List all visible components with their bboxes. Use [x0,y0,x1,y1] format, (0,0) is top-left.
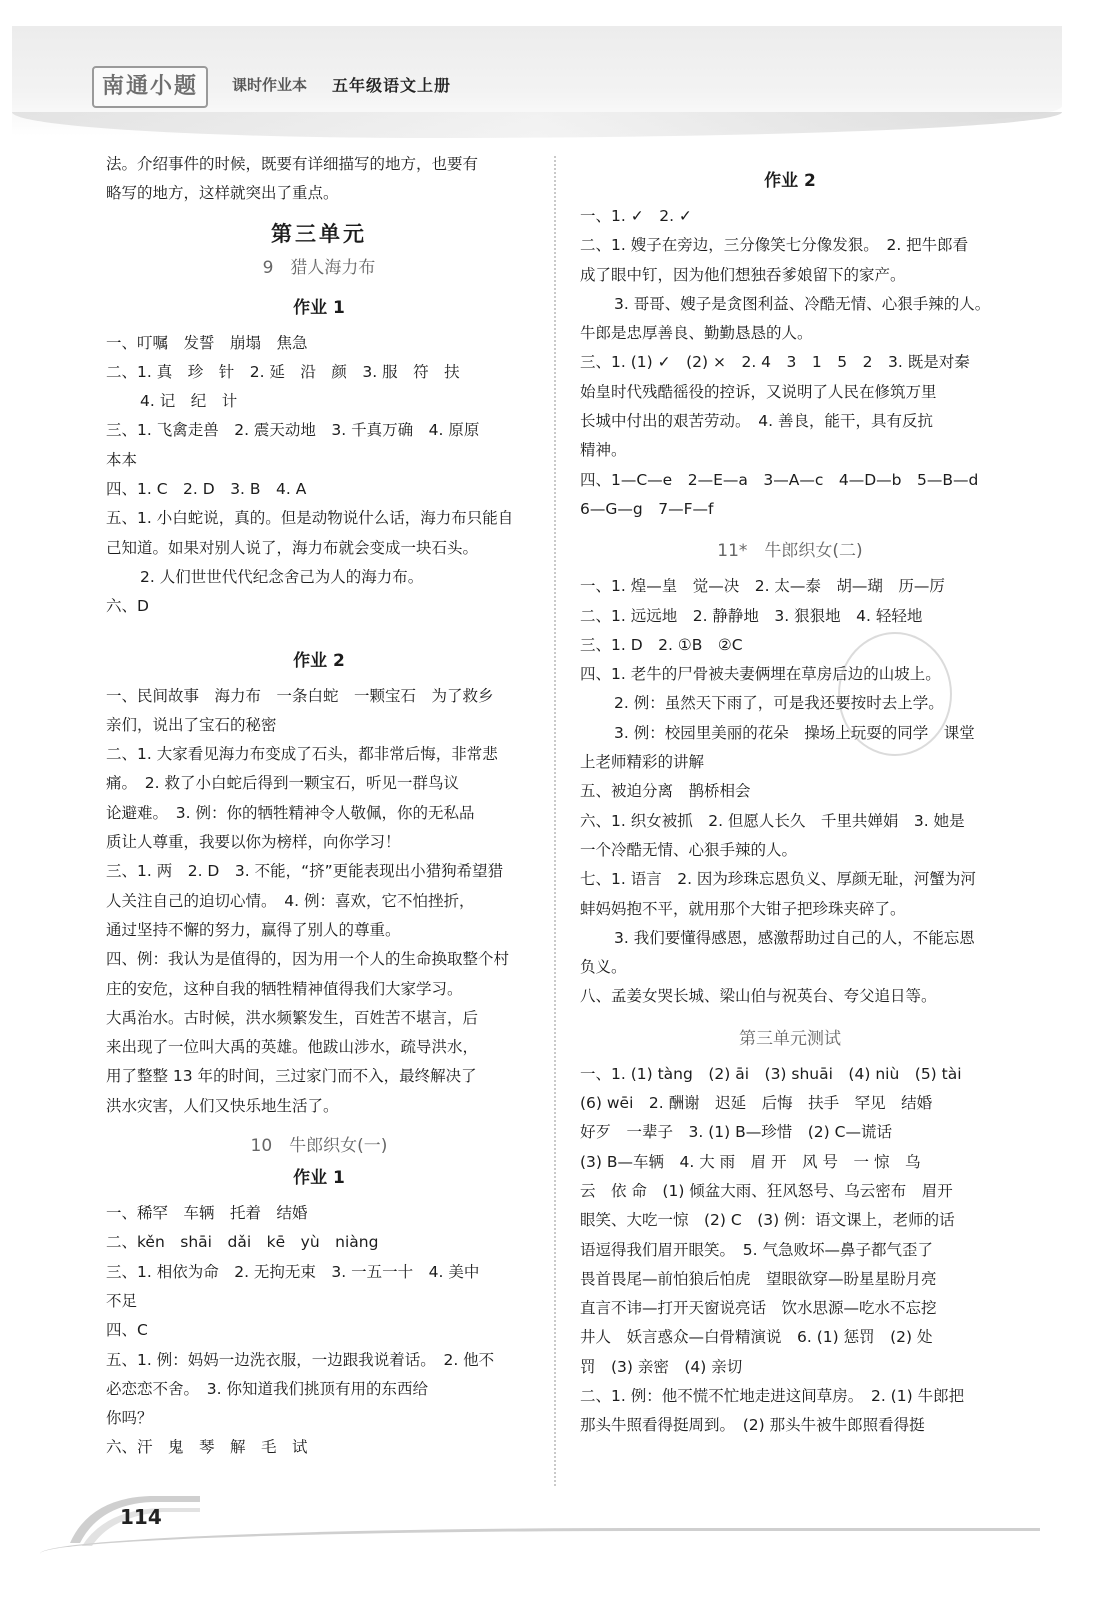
answer-line: 2. 人们世世代代纪念舍己为人的海力布。 [140,567,424,586]
answer-line: 上老师精彩的讲解 [580,753,705,772]
answer-line: 五、被迫分离 鹊桥相会 [580,782,751,801]
answer-line: 3. 哥哥、嫂子是贪图利益、冷酷无情、心狠手辣的人。 [614,294,991,313]
answer-line: 洪水灾害，人们又快乐地生活了。 [106,1096,339,1115]
answer-line: 眼笑、大吃一惊 (2) C (3) 例：语文课上，老师的话 [580,1211,955,1230]
answer-line: 二、kěn shāi dǎi kē yù niàng [106,1233,379,1252]
answer-line: 法。介绍事件的时候，既要有详细描写的地方，也要有 [106,155,479,173]
homework-title: 作业 2 [764,171,816,191]
brand-subtitle: 课时作业本 [232,76,308,94]
answer-line: 井人 妖言惑众—白骨精演说 6. (1) 惩罚 (2) 处 [580,1328,933,1347]
answer-line: 成了眼中钉，因为他们想独吞爹娘留下的家产。 [580,265,906,284]
lesson-title: 11* 牛郎织女(二) [717,541,863,562]
answer-line: 精神。 [580,441,627,460]
answer-line: 大禹治水。古时候，洪水频繁发生，百姓苦不堪言，后 [106,1008,479,1027]
answer-line: (6) wēi 2. 酬谢 迟延 后悔 扶手 罕见 结婚 [580,1094,933,1113]
answer-line: 畏首畏尾—前怕狼后怕虎 望眼欲穿—盼星星盼月亮 [580,1269,937,1288]
answer-line: 四、1. C 2. D 3. B 4. A [106,480,307,499]
right-column [580,150,1000,1441]
answer-line: 直言不讳—打开天窗说亮话 饮水思源—吃水不忘挖 [580,1299,937,1318]
answer-line: 二、1. 例：他不慌不忙地走进这间草房。 2. (1) 牛郎把 [580,1386,965,1405]
answer-line: 二、1. 大家看见海力布变成了石头，都非常后悔，非常悲 [106,745,498,764]
page-number: 114 [120,1505,162,1529]
answer-line: 一个冷酷无情、心狠手辣的人。 [580,840,798,859]
answer-line: 六、1. 织女被抓 2. 但愿人长久 千里共婵娟 3. 她是 [580,811,965,830]
book-grade-title: 五年级语文上册 [332,76,452,95]
answer-line: 二、1. 真 珍 针 2. 延 沿 颜 3. 服 符 扶 [106,362,460,381]
answer-line: 罚 (3) 亲密 (4) 亲切 [580,1357,743,1376]
answer-line: 三、1. (1) ✓ (2) × 2. 4 3 1 5 2 3. 既是对秦 [580,353,970,372]
homework-title: 作业 1 [293,1168,345,1189]
answer-line: 2. 例：虽然天下雨了，可是我还要按时去上学。 [614,694,944,713]
answer-line: 八、孟姜女哭长城、梁山伯与祝英台、夸父追日等。 [580,987,937,1006]
answer-line: 4. 记 纪 计 [140,392,238,411]
answer-line: 庄的安危，这种自我的牺牲精神值得我们大家学习。 [106,979,463,998]
answer-line: 3. 我们要懂得感恩，感激帮助过自己的人，不能忘恩 [614,928,975,947]
answer-line: 三、1. 飞禽走兽 2. 震天动地 3. 千真万确 4. 原原 [106,421,480,440]
answer-line: 好歹 一辈子 3. (1) B—珍惜 (2) C—谎话 [580,1123,892,1142]
answer-line: 云 依 命 (1) 倾盆大雨、狂风怒号、乌云密布 眉开 [580,1181,953,1200]
answer-line: 必恋恋不舍。 3. 你知道我们挑顶有用的东西给 [106,1379,428,1398]
answer-line: 一、叮嘱 发誓 崩塌 焦急 [106,333,308,352]
answer-line: 一、1. 煌—皇 觉—决 2. 太—泰 胡—瑚 历—厉 [580,577,945,596]
homework-title: 作业 1 [293,297,345,318]
answer-line: 亲们，说出了宝石的秘密 [106,715,277,734]
answer-line: 你吗？ [106,1409,153,1428]
answer-line: 一、稀罕 车辆 托着 结婚 [106,1204,308,1223]
answer-line: 二、1. 远远地 2. 静静地 3. 狠狠地 4. 轻轻地 [580,606,923,625]
unit-title: 第三单元 [271,221,367,246]
left-column [106,150,532,1463]
answer-line: 四、1. 老牛的尸骨被夫妻俩埋在草房后边的山坡上。 [580,665,941,684]
unit-test-title: 第三单元测试 [739,1028,841,1049]
answer-line: 那头牛照看得挺周到。 (2) 那头牛被牛郎照看得挺 [580,1416,925,1435]
answer-line: 二、1. 嫂子在旁边，三分像笑七分像发狠。 2. 把牛郎看 [580,236,969,255]
answer-line: 三、1. D 2. ①B ②C [580,635,743,654]
answer-line: 一、1. ✓ 2. ✓ [580,207,692,225]
homework-title: 作业 2 [293,650,345,671]
lesson-title: 10 牛郎织女(一) [250,1136,388,1157]
answer-line: 人关注自己的迫切心情。 4. 例：喜欢，它不怕挫折， [106,891,475,910]
answer-line: 来出现了一位叫大禹的英雄。他跋山涉水，疏导洪水， [106,1038,479,1057]
answer-line: 论避难。 3. 例：你的牺牲精神令人敬佩，你的无私品 [106,803,475,822]
answer-line: 一、民间故事 海力布 一条白蛇 一颗宝石 为了救乡 [106,686,494,705]
answer-line: 长城中付出的艰苦劳动。 4. 善良，能干，具有反抗 [580,412,933,431]
answer-line: 己知道。如果对别人说了，海力布就会变成一块石头。 [106,538,479,557]
answer-line: 负义。 [580,958,627,977]
answer-line: 一、1. (1) tàng (2) āi (3) shuāi (4) niù (5) tài [580,1064,962,1083]
answer-line: 六、D [106,597,149,616]
answer-line: 痛。 2. 救了小白蛇后得到一颗宝石，听见一群鸟议 [106,774,459,793]
answer-line: 始皇时代残酷徭役的控诉，又说明了人民在修筑万里 [580,382,937,401]
answer-line: 质让人尊重，我要以你为榜样，向你学习！ [106,833,401,852]
answer-line: 用了整整 13 年的时间，三过家门而不入，最终解决了 [106,1067,477,1086]
answer-line: 蚌妈妈抱不平，就用那个大钳子把珍珠夹碎了。 [580,899,906,918]
brand-logo: 南通小题 [92,66,208,108]
answer-line: 七、1. 语言 2. 因为珍珠忘恩负义、厚颜无耻，河蟹为河 [580,870,976,889]
answer-line: 略写的地方，这样就突出了重点。 [106,184,339,203]
answer-line: 3. 例：校园里美丽的花朵 操场上玩耍的同学 课堂 [614,723,975,742]
answer-line: 三、1. 两 2. D 3. 不能，“挤”更能表现出小猎狗希望猎 [106,862,504,881]
answer-line: 6—G—g 7—F—f [580,499,714,518]
lesson-title: 9 猎人海力布 [262,257,376,278]
answer-line: 四、例：我认为是值得的，因为用一个人的生命换取整个村 [106,950,510,969]
answer-line: 语逗得我们眉开眼笑。 5. 气急败坏—鼻子都气歪了 [580,1240,933,1259]
answer-line: 六、汗 鬼 琴 解 毛 试 [106,1438,308,1457]
answer-line: 通过坚持不懈的努力，赢得了别人的尊重。 [106,920,401,939]
answer-line: 不足 [106,1291,138,1310]
answer-line: 五、1. 例：妈妈一边洗衣服，一边跟我说着话。 2. 他不 [106,1350,495,1369]
answer-line: (3) B—车辆 4. 大 雨 眉 开 风 号 一 惊 乌 [580,1152,921,1171]
watermark-stamp-icon [838,632,952,756]
column-divider [554,156,556,1486]
answer-line: 本本 [106,450,138,469]
answer-line: 五、1. 小白蛇说，真的。但是动物说什么话，海力布只能自 [106,509,514,528]
answer-line: 四、1—C—e 2—E—a 3—A—c 4—D—b 5—B—d [580,470,979,489]
answer-line: 四、C [106,1321,148,1340]
answer-line: 牛郎是忠厚善良、勤勤恳恳的人。 [580,324,813,343]
answer-line: 三、1. 相依为命 2. 无拘无束 3. 一五一十 4. 美中 [106,1262,480,1281]
